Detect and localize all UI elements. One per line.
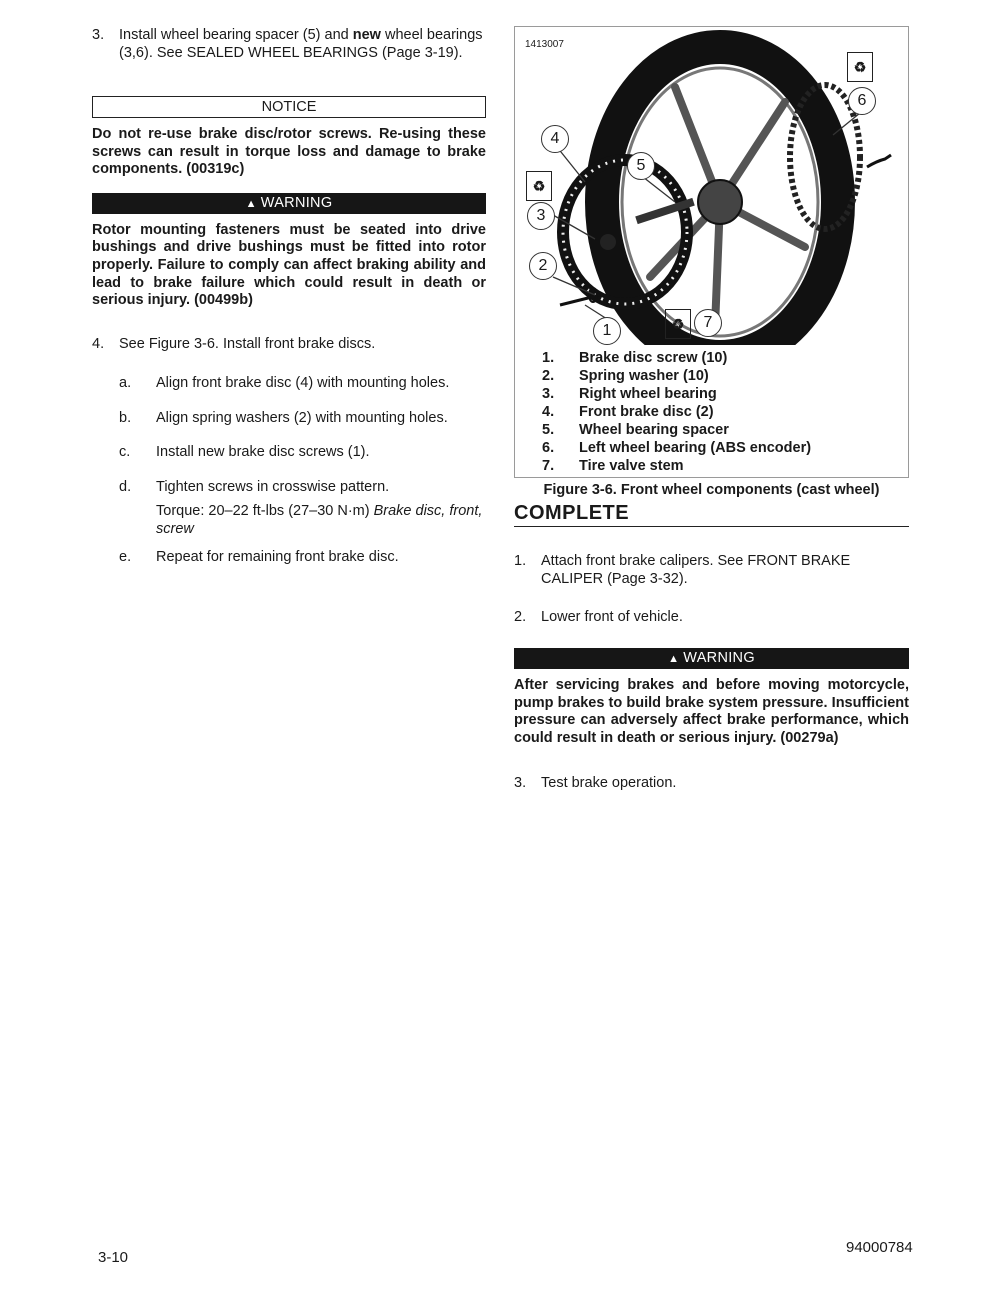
figure-id: 1413007 <box>525 39 564 50</box>
step-text-part: wheel bearings (3,6). See SEALED WHEEL BEARINGS (Page 3-19). <box>119 27 483 61</box>
substep-text: Align spring washers (2) with mounting holes. <box>156 409 448 426</box>
warning-header <box>92 193 486 214</box>
warning-header <box>514 648 909 669</box>
substep-letter: c. <box>119 443 131 460</box>
callout-7: 7 <box>694 309 722 337</box>
torque-item: Brake disc, front, screw <box>156 502 483 537</box>
legend-text: Wheel bearing spacer <box>579 422 729 438</box>
callout-1: 1 <box>593 317 621 345</box>
step-number: 4. <box>92 335 105 352</box>
warning-triangle-icon: ▲ <box>668 653 680 665</box>
legend-item <box>542 457 811 475</box>
legend-text: Left wheel bearing (ABS encoder) <box>579 440 812 456</box>
callout-4: 4 <box>541 125 569 153</box>
complete-step-1 <box>514 552 909 588</box>
page-number: 3-10 <box>98 1249 129 1266</box>
substep-text: Repeat for remaining front brake disc. <box>156 548 399 565</box>
substep-c <box>119 443 486 461</box>
complete-step-3 <box>514 774 909 792</box>
legend-text: Front brake disc (2) <box>579 404 714 420</box>
legend-item <box>542 439 811 457</box>
figure-caption: Figure 3-6. Front wheel components (cast wheel) <box>543 482 880 498</box>
legend-item <box>542 421 811 439</box>
torque-value: Torque: 20–22 ft-lbs (27–30 N·m) <box>156 502 374 519</box>
warning-title: WARNING <box>260 194 333 211</box>
step-text <box>119 26 486 62</box>
warning-text: After servicing brakes and before moving motorcycle, pump brakes to build brake system pressure. Insufficient pressure can adversely affect brake performance, which could result in death or serious injury. (00279a) <box>514 677 909 746</box>
step-number: 3. <box>92 27 105 43</box>
document-number: 94000784 <box>846 1239 913 1256</box>
substep-text: Install new brake disc screws (1). <box>156 443 370 460</box>
legend-item <box>542 385 811 403</box>
disposal-icon: ♻ <box>526 171 552 201</box>
substep-e <box>119 548 486 566</box>
legend-number: 7. <box>542 458 555 474</box>
legend-number: 2. <box>542 368 555 384</box>
valve-stem <box>867 155 891 167</box>
step-number: 2. <box>514 609 527 625</box>
step-text-part: Install wheel bearing spacer (5) and <box>119 27 353 43</box>
legend-text: Right wheel bearing <box>579 386 717 402</box>
legend-text: Tire valve stem <box>579 458 684 474</box>
torque-spec <box>156 502 486 538</box>
legend-text: Spring washer (10) <box>579 368 709 384</box>
step-text: Lower front of vehicle. <box>541 609 683 625</box>
substep-b <box>119 409 486 427</box>
callout-2: 2 <box>529 252 557 280</box>
figure-3-6 <box>514 26 909 478</box>
substep-d <box>119 478 486 496</box>
step-3-install-spacer <box>92 26 486 62</box>
disposal-icon: ♻ <box>665 309 691 339</box>
substep-letter: b. <box>119 409 132 426</box>
step-number: 1. <box>514 553 527 569</box>
substep-text: Align front brake disc (4) with mounting holes. <box>156 374 450 391</box>
legend-number: 5. <box>542 422 555 438</box>
legend-number: 3. <box>542 386 555 402</box>
legend-number: 6. <box>542 440 555 456</box>
substep-letter: d. <box>119 478 132 495</box>
substep-text: Tighten screws in crosswise pattern. <box>156 478 390 495</box>
warning-triangle-icon: ▲ <box>245 197 257 210</box>
warning-title: WARNING <box>683 650 755 666</box>
disposal-icon: ♻ <box>847 52 873 82</box>
substep-a <box>119 374 486 392</box>
warning-text: Rotor mounting fasteners must be seated into drive bushings and drive bushings must be fitted into rotor properly. Failure to comply can affect braking ability and lead to brake failure which could result in death or serious injury. (00499b) <box>92 221 486 309</box>
right-wheel-bearing <box>600 234 616 250</box>
callout-3: 3 <box>527 202 555 230</box>
notice-text: Do not re-use brake disc/rotor screws. Re-using these screws can result in torque loss and damage to brake components. (00319c) <box>92 126 486 178</box>
figure-legend <box>542 349 811 475</box>
section-title: COMPLETE <box>514 502 909 527</box>
notice-header: NOTICE <box>92 96 486 118</box>
step-number: 3. <box>514 775 527 792</box>
hub <box>698 180 742 224</box>
callout-5: 5 <box>627 152 655 180</box>
step-text: Attach front brake calipers. See FRONT BRAKE CALIPER (Page 3-32). <box>541 553 851 587</box>
step-text: See Figure 3-6. Install front brake discs. <box>119 335 376 352</box>
callout-6: 6 <box>848 87 876 115</box>
substep-letter: e. <box>119 548 132 565</box>
legend-text: Brake disc screw (10) <box>579 350 728 366</box>
step-text: Test brake operation. <box>541 775 677 792</box>
step-4-install-discs <box>92 335 486 353</box>
legend-item <box>542 349 811 367</box>
legend-number: 1. <box>542 350 555 366</box>
legend-number: 4. <box>542 404 555 420</box>
legend-item <box>542 367 811 385</box>
left-column <box>92 26 486 566</box>
right-column <box>514 26 909 792</box>
substep-letter: a. <box>119 374 132 391</box>
legend-item <box>542 403 811 421</box>
complete-step-2 <box>514 608 909 626</box>
step-text-bold: new <box>352 27 381 43</box>
